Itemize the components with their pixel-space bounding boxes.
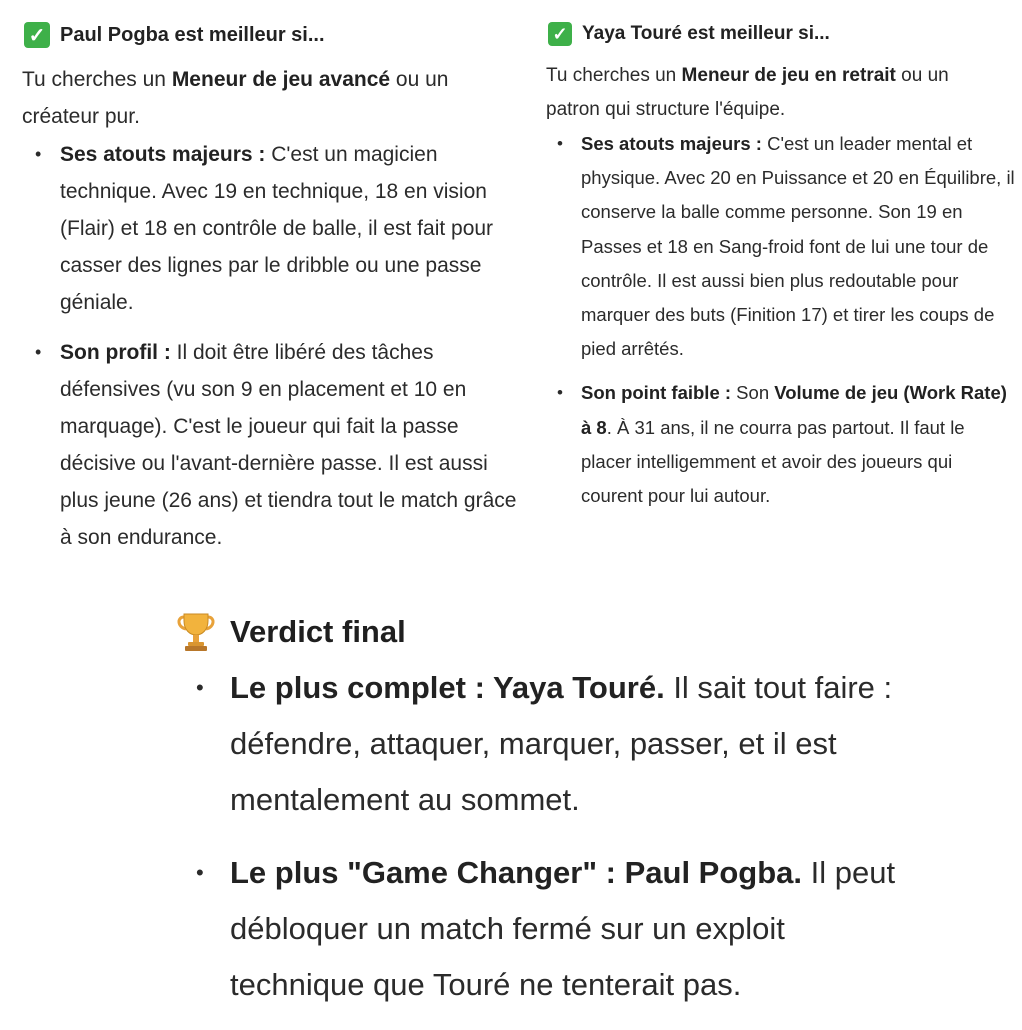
pogba-list (22, 136, 532, 569)
bullet-icon: • (557, 134, 563, 153)
item-text: Son (731, 382, 775, 404)
item-label: Son point faible : (581, 382, 732, 404)
list-item (176, 845, 920, 1013)
bullet-icon: • (196, 860, 204, 885)
check-mark-icon: ✓ (24, 22, 50, 48)
verdict-heading (176, 610, 936, 654)
item-label: Son profil : (60, 341, 171, 364)
item-text: C'est un leader mental et physique. Avec 20 en Puissance et 20 en Équilibre, il conserve la balle comme personne. Son 19 en Passes et 18 en Sang-froid font de lui une tour de contrôle. Il est aussi bien plus redoutable pour marquer des buts (Finition 17) et tirer les coups de pied arrêtés. (581, 133, 1015, 360)
intro-text: Tu cherches un (546, 65, 682, 86)
trophy-icon (176, 611, 216, 653)
intro-bold: Meneur de jeu avancé (171, 68, 391, 91)
toure-heading-text: Yaya Touré est meilleur si... (582, 23, 830, 44)
item-text: Il doit être libéré des tâches défensives (vu son 9 en placement et 10 en marquage). C'est le joueur qui fait la passe décisive ou l'avant-dernière passe. Il est aussi plus jeune (26 ans) et tiendra tout le match grâce à son endurance. (60, 341, 517, 549)
list-item (546, 376, 1016, 513)
bullet-icon: • (557, 383, 563, 403)
bullet-icon: • (35, 144, 42, 164)
item-label: Le plus complet : Yaya Touré. (230, 670, 665, 705)
list-item (22, 334, 532, 556)
item-text: Il peut débloquer un match fermé sur un exploit technique que Touré ne tenterait pas. (230, 855, 896, 1002)
pogba-intro (22, 61, 522, 135)
item-text: C'est un magicien technique. Avec 19 en technique, 18 en vision (Flair) et 18 en contrôle de balle, il est fait pour casser des lignes par le dribble ou une passe géniale. (60, 143, 494, 314)
item-bold: Volume de jeu (Work Rate) à 8 (581, 382, 1007, 438)
toure-heading (548, 22, 830, 46)
intro-bold: Meneur de jeu en retrait (681, 65, 896, 86)
list-item (546, 127, 1016, 366)
item-text: . À 31 ans, il ne courra pas partout. Il faut le placer intelligemment et avoir des joueurs qui courent pour lui autour. (581, 416, 965, 507)
toure-intro (546, 59, 1006, 127)
verdict-list (176, 660, 936, 1030)
pogba-heading-text: Paul Pogba est meilleur si... (60, 23, 325, 46)
toure-list (546, 127, 1016, 523)
check-mark-icon: ✓ (548, 22, 572, 46)
bullet-icon: • (196, 675, 204, 700)
item-label: Ses atouts majeurs : (60, 143, 266, 166)
item-label: Ses atouts majeurs : (581, 133, 762, 154)
item-label: Le plus "Game Changer" : Paul Pogba. (230, 855, 803, 890)
intro-text: ou un créateur pur. (22, 68, 449, 128)
bullet-icon: • (35, 342, 42, 362)
verdict-section (176, 610, 936, 1002)
pogba-heading (24, 22, 325, 48)
verdict-title: Verdict final (230, 614, 406, 649)
item-text: Il sait tout faire : défendre, attaquer, marquer, passer, et il est mentalement au sommet. (230, 670, 893, 817)
list-item (176, 660, 920, 828)
intro-text: ou un patron qui structure l'équipe. (546, 65, 949, 120)
list-item (22, 136, 532, 321)
intro-text: Tu cherches un (22, 68, 172, 91)
